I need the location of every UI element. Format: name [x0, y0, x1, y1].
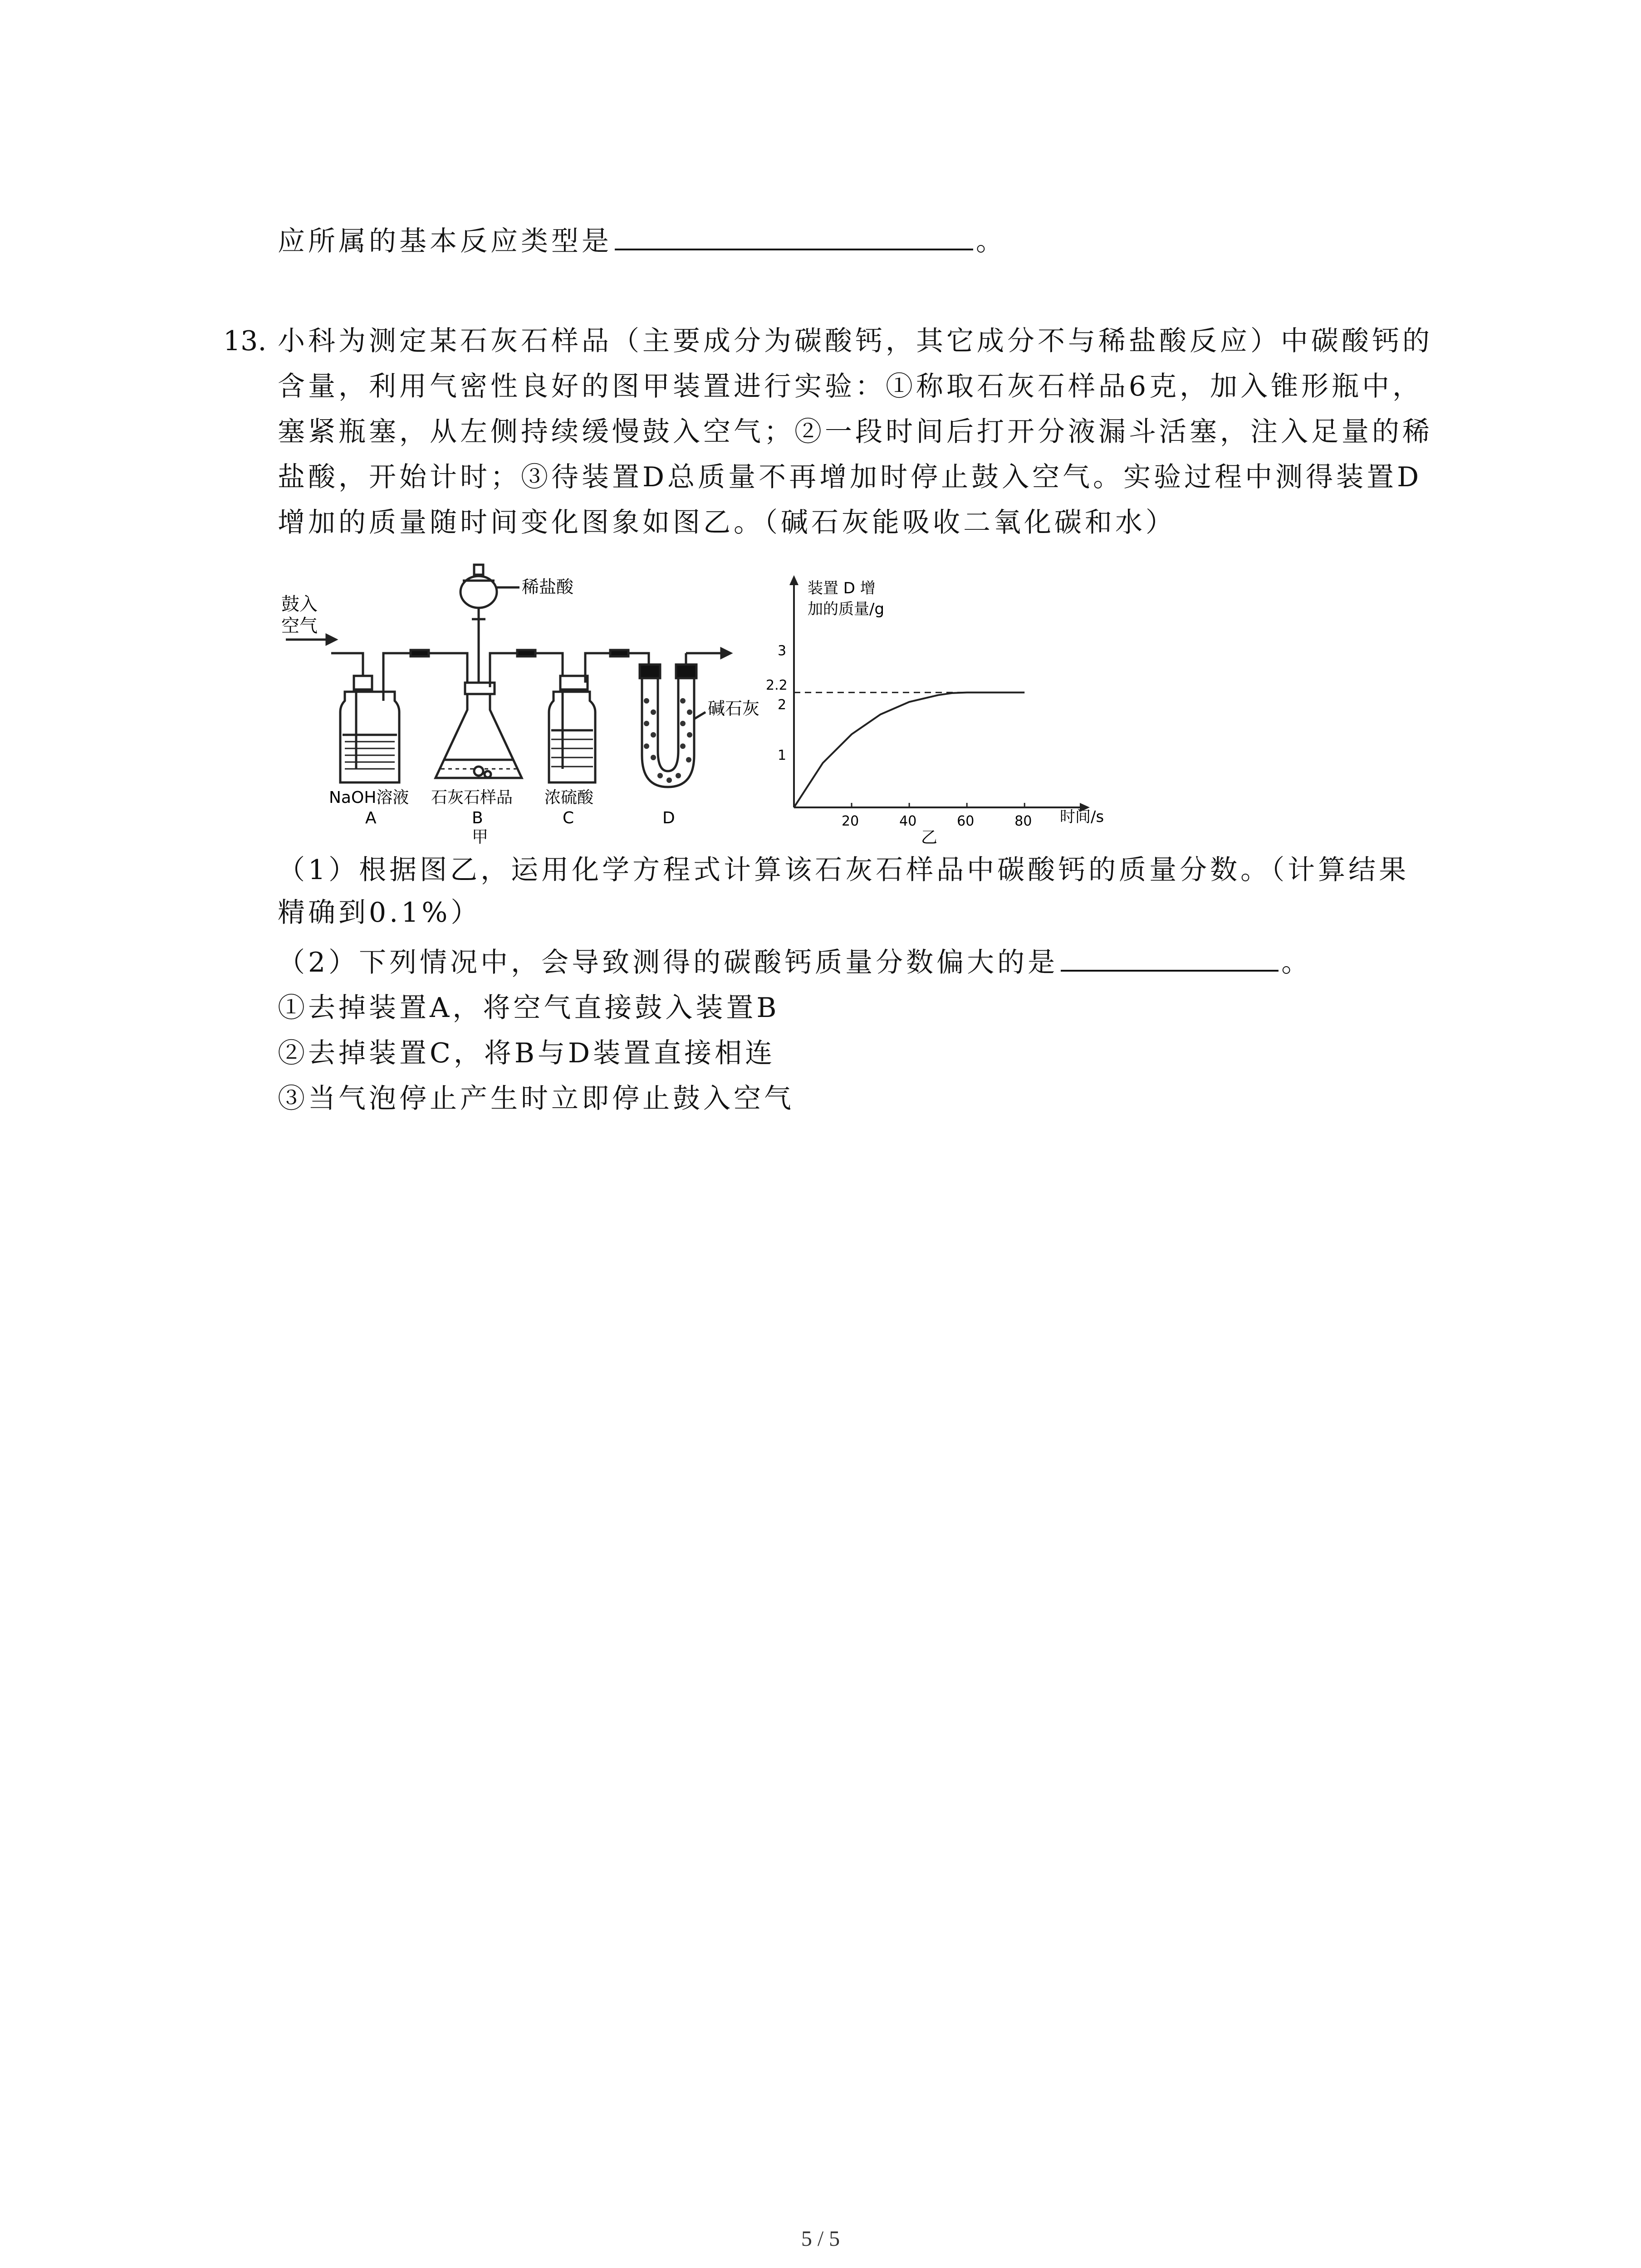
chart-xlabel: 时间/s: [1060, 808, 1104, 826]
question-line-3: 塞紧瓶塞，从左侧持续缓慢鼓入空气；②一段时间后打开分液漏斗活塞，注入足量的稀: [278, 416, 1433, 448]
question-line-1: 小科为测定某石灰石样品（主要成分为碳酸钙，其它成分不与稀盐酸反应）中碳酸钙的: [278, 325, 1433, 357]
apparatus-diagram: [272, 556, 789, 846]
funnel-label: 稀盐酸: [522, 577, 574, 597]
q2-end: 。: [1281, 947, 1312, 978]
x-tick-label: 40: [899, 813, 917, 829]
series-line: [794, 693, 1024, 807]
label-a-reagent: NaOH溶液: [329, 788, 409, 807]
lime-label: 碱石灰: [708, 699, 760, 719]
q1-line-2: 精确到0.1%）: [278, 897, 481, 929]
x-tick-label: 60: [957, 813, 975, 829]
chart-ylabel-line2: 加的质量/g: [808, 600, 885, 618]
prev-question-end: 。: [976, 225, 1006, 257]
x-tick-label: 20: [842, 813, 859, 829]
q2-answer-blank[interactable]: [1061, 944, 1279, 972]
letter-d: D: [662, 809, 675, 827]
chart-caption: 乙: [921, 828, 938, 847]
chart-ylabel-line1: 装置 D 增: [808, 579, 876, 597]
question-number: 13.: [223, 325, 267, 357]
letter-a: A: [365, 809, 377, 827]
diagram-caption: 甲: [472, 828, 489, 846]
label-c-reagent: 浓硫酸: [544, 788, 594, 807]
letter-b: B: [472, 809, 483, 827]
inlet-label-2: 空气: [281, 616, 318, 636]
y-tick-label: 2.2: [766, 677, 788, 694]
y-tick-label: 2: [778, 697, 787, 713]
prev-question-text: 应所属的基本反应类型是: [278, 225, 612, 257]
x-tick-label: 80: [1014, 813, 1032, 829]
question-line-2: 含量，利用气密性良好的图甲装置进行实验：①称取石灰石样品6克，加入锥形瓶中，: [278, 371, 1423, 402]
option-3: ③当气泡停止产生时立即停止鼓入空气: [278, 1083, 794, 1114]
question-line-5: 增加的质量随时间变化图象如图乙。（碱石灰能吸收二氧化碳和水）: [278, 507, 1176, 538]
q2-line: [278, 944, 1312, 981]
y-tick-label: 3: [778, 643, 787, 659]
label-b-reagent: 石灰石样品: [431, 788, 513, 807]
option-2: ②去掉装置C，将B与D装置直接相连: [278, 1037, 776, 1069]
previous-question-tail: [278, 223, 1006, 259]
q2-text: （2）下列情况中，会导致测得的碳酸钙质量分数偏大的是: [278, 947, 1058, 978]
answer-blank[interactable]: [615, 223, 973, 250]
q1-line-1: （1）根据图乙，运用化学方程式计算该石灰石样品中碳酸钙的质量分数。（计算结果: [278, 854, 1410, 886]
letter-c: C: [563, 809, 574, 827]
option-1: ①去掉装置A，将空气直接鼓入装置B: [278, 992, 780, 1024]
question-line-4: 盐酸，开始计时；③待装置D总质量不再增加时停止鼓入空气。实验过程中测得装置D: [278, 461, 1422, 493]
y-tick-label: 1: [778, 747, 787, 763]
inlet-label-1: 鼓入: [281, 594, 318, 615]
y-axis-arrow: [789, 575, 798, 585]
mass-time-chart: [753, 567, 1116, 848]
page-number: 5 / 5: [801, 2227, 840, 2251]
